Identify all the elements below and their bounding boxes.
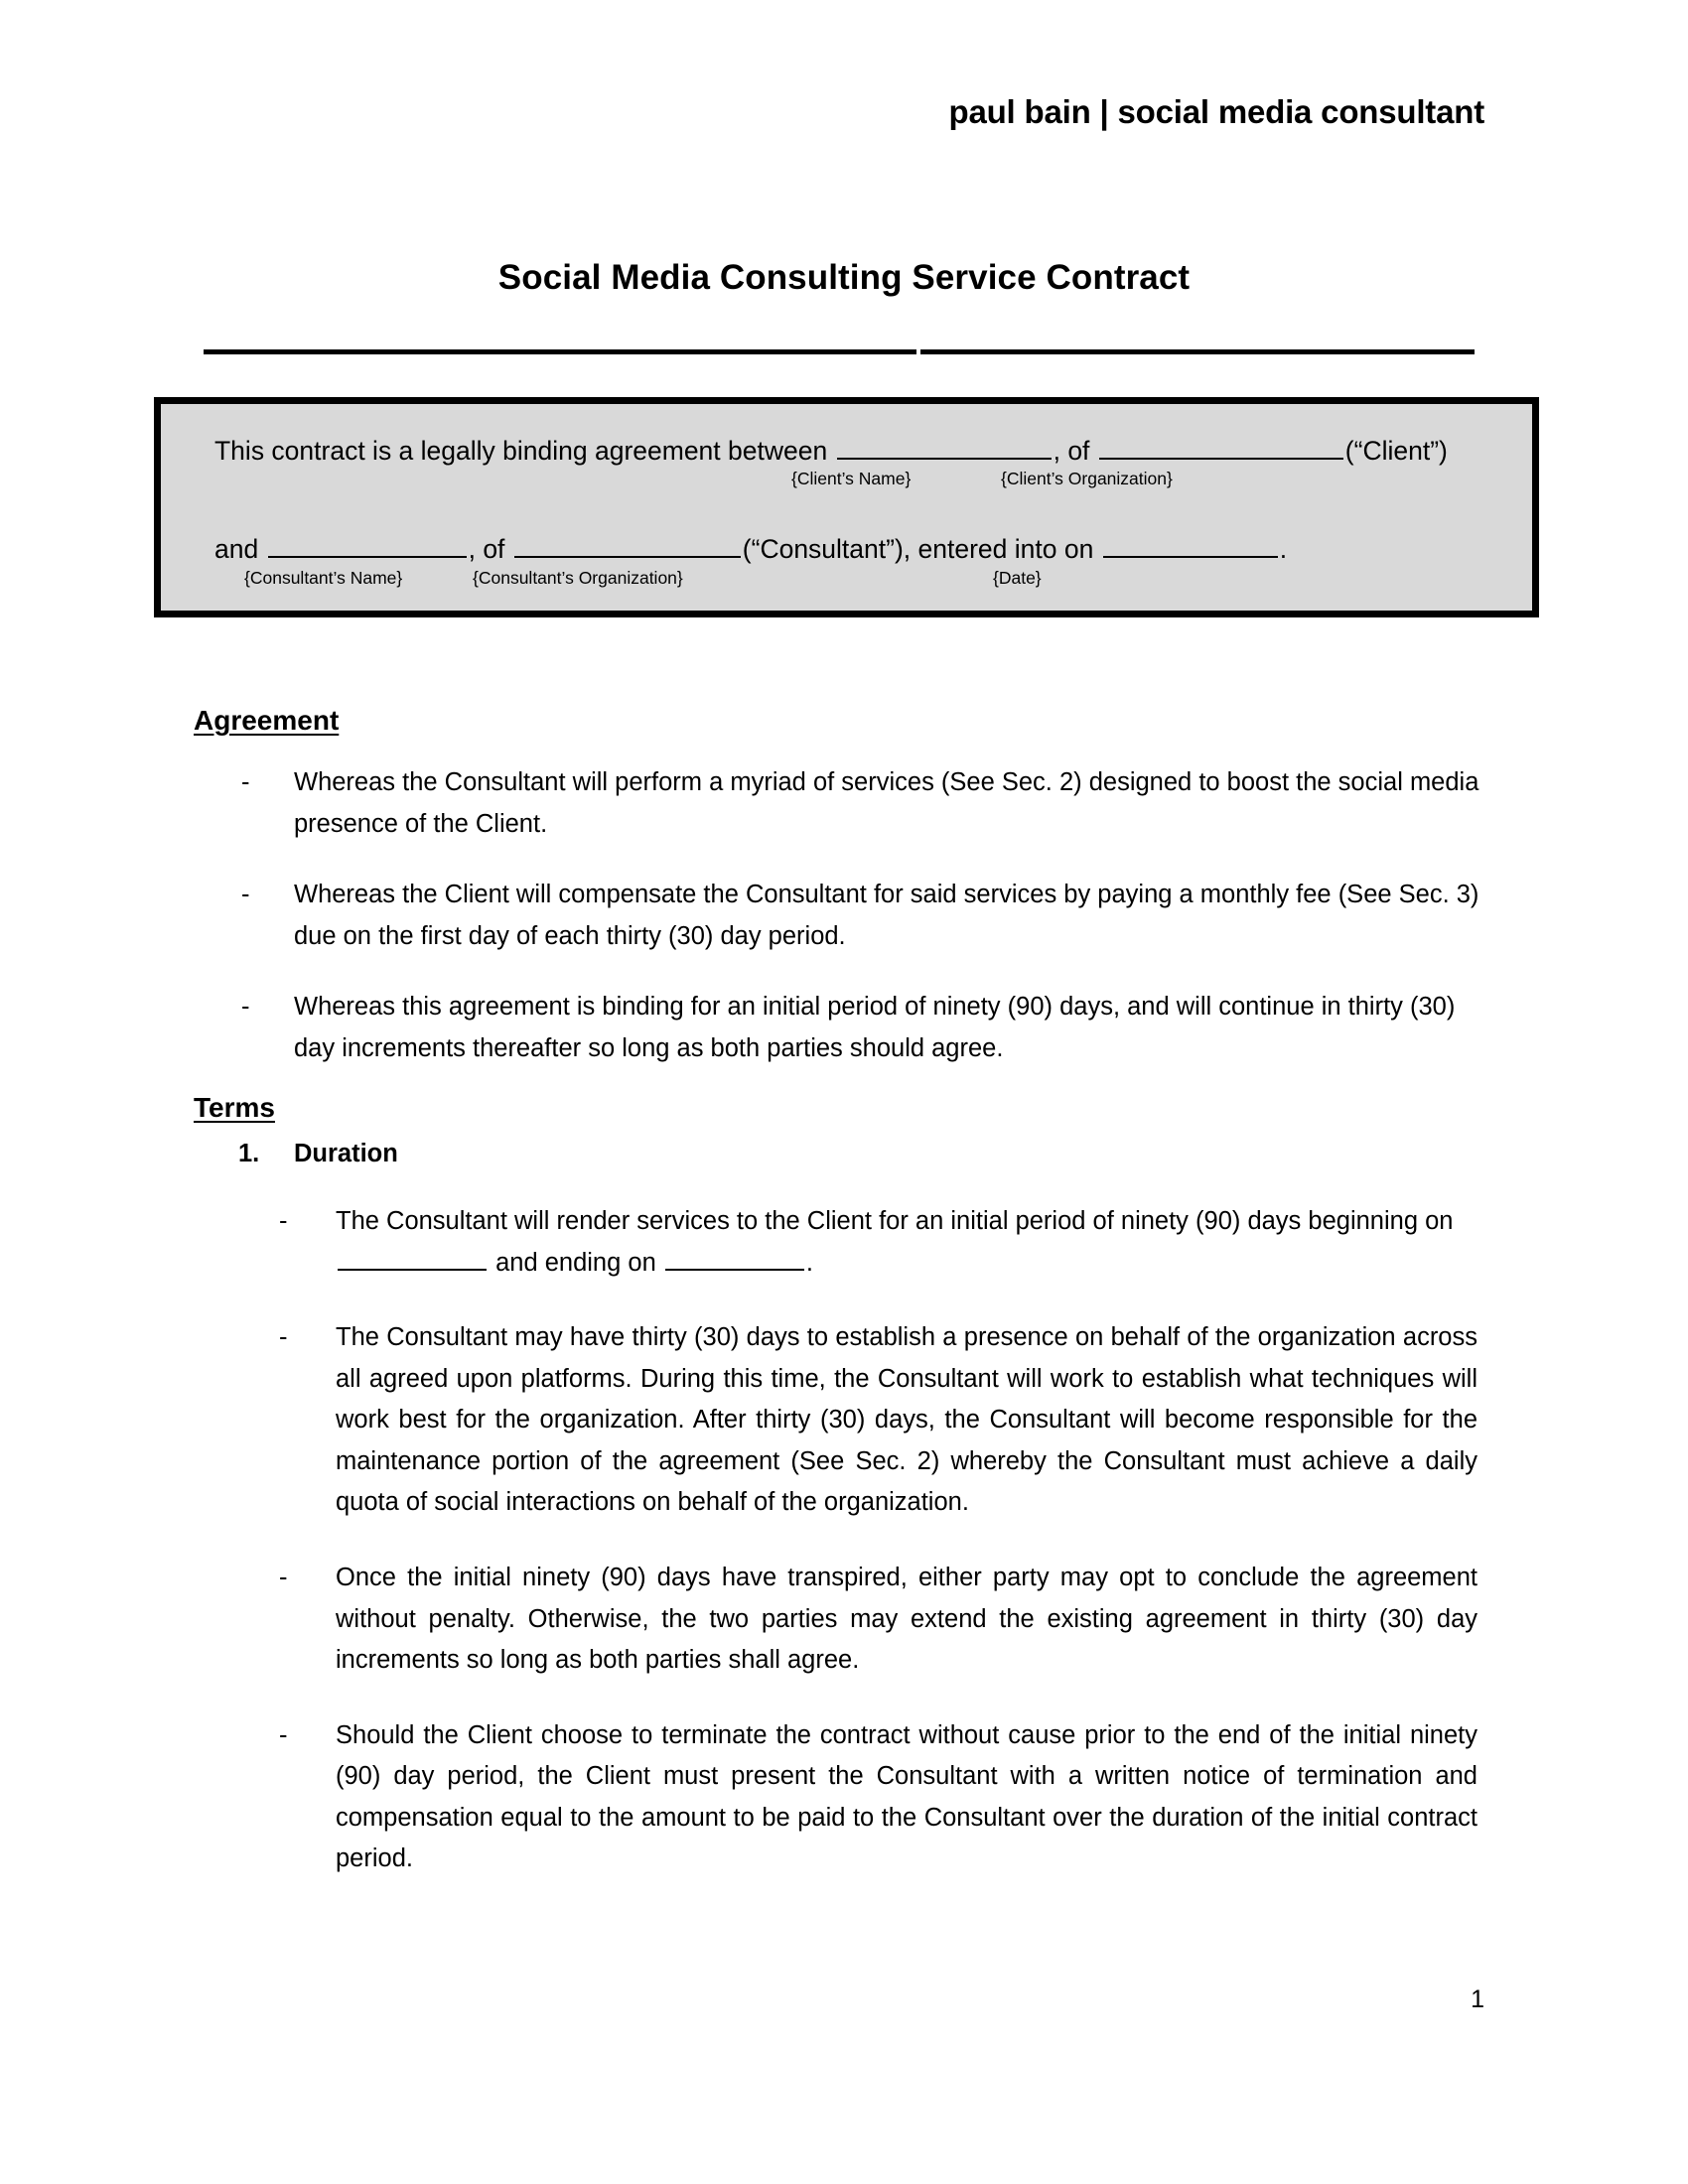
agreement-item-text: Whereas this agreement is binding for an initial period of ninety (90) days, and will continue in thirty (30) day increments thereafter so long as both parties should agree. [294,993,1456,1062]
terms-section-heading: Terms [194,1092,275,1123]
parties-line2-text-3: (“Consultant”), entered into on [742,534,1094,565]
duration-bullet-list [276,1201,1477,1914]
bullet-dash-icon: - [279,1563,288,1591]
parties-line2-text-2: , of [468,534,505,565]
duration-item-text-middle: and ending on [495,1248,656,1277]
label-consultant-organization: {Consultant’s Organization} [473,567,683,588]
bullet-dash-icon: - [279,1720,288,1749]
duration-bullet-item [276,1558,1477,1682]
duration-item-text-end: . [805,1248,813,1277]
consultant-name-blank[interactable] [268,536,467,558]
agreement-bullet-item [238,875,1479,957]
parties-line1-text-2: , of [1053,436,1090,466]
parties-line2-text-1: and [214,534,259,565]
parties-line1-text-3: (“Client”) [1344,436,1448,466]
duration-item-text: Once the initial ninety (90) days have transpired, either party may opt to conclude the agreement without penalty. Otherwise, the two parties may extend the existing agreement in thirty (30) day increments so long as both parties shall agree. [336,1563,1477,1675]
parties-sublabels-consultant [189,568,1504,598]
agreement-item-text: Whereas the Client will compensate the Consultant for said services by paying a monthly fee (See Sec. 3) due on the first day of each thirty (30) day period. [294,881,1479,950]
parties-sublabels-client [189,469,1504,498]
divider-segment-right [920,349,1475,354]
parties-agreement-box [154,397,1539,617]
duration-bullet-item [276,1317,1477,1524]
divider-segment-left [204,349,916,354]
label-client-name: {Client’s Name} [791,469,912,489]
document-header-brand: paul bain | social media consultant [948,93,1484,130]
parties-line-client [189,436,1504,467]
parties-line-consultant [189,534,1504,565]
bullet-dash-icon: - [279,1323,288,1352]
duration-item-text-start: The Consultant will render services to the Client for an initial period of ninety (90) days beginning on [336,1207,1454,1235]
bullet-dash-icon: - [279,1207,288,1235]
terms-item-1-duration [238,1140,1479,1168]
label-consultant-name: {Consultant’s Name} [244,567,403,588]
agreement-bullet-item [238,762,1479,845]
agreement-bullet-list [238,762,1479,1099]
duration-item-text: The Consultant may have thirty (30) days to establish a presence on behalf of the organization across all agreed upon platforms. During this time, the Consultant will work to establish what techniques will work best for the organization. After thirty (30) days, the Consultant will become responsible for the maintenance portion of the agreement (See Sec. 2) whereby the Consultant must achieve a daily quota of social interactions on behalf of the organization. [336,1323,1477,1517]
terms-item-number: 1. [238,1140,260,1167]
consultant-organization-blank[interactable] [514,536,741,558]
title-divider [204,349,1475,363]
service-end-date-blank[interactable] [665,1249,804,1271]
agreement-bullet-item [238,987,1479,1069]
bullet-dash-icon: - [241,993,250,1022]
terms-item-title: Duration [294,1140,398,1167]
duration-bullet-item [276,1201,1477,1284]
client-organization-blank[interactable] [1099,438,1343,460]
parties-line2-text-4: . [1279,534,1288,565]
client-name-blank[interactable] [837,438,1052,460]
document-title: Social Media Consulting Service Contract [497,258,1191,297]
contract-date-blank[interactable] [1103,536,1278,558]
bullet-dash-icon: - [241,768,250,796]
agreement-item-text: Whereas the Consultant will perform a myriad of services (See Sec. 2) designed to boost the social media presence of the Client. [294,768,1479,838]
parties-line1-text-1: This contract is a legally binding agreement between [214,436,828,466]
service-start-date-blank[interactable] [338,1249,487,1271]
duration-item-text: Should the Client choose to terminate the contract without cause prior to the end of the initial ninety (90) day period, the Client must present the Consultant with a written notice of termination and compensation equal to the amount to be paid to the Consultant over the duration of the initial contract period. [336,1720,1477,1873]
label-contract-date: {Date} [993,567,1042,588]
agreement-section-heading: Agreement [194,705,340,736]
duration-bullet-item [276,1715,1477,1880]
label-client-organization: {Client’s Organization} [1001,469,1173,489]
bullet-dash-icon: - [241,881,250,909]
page-number: 1 [1471,1985,1484,2013]
